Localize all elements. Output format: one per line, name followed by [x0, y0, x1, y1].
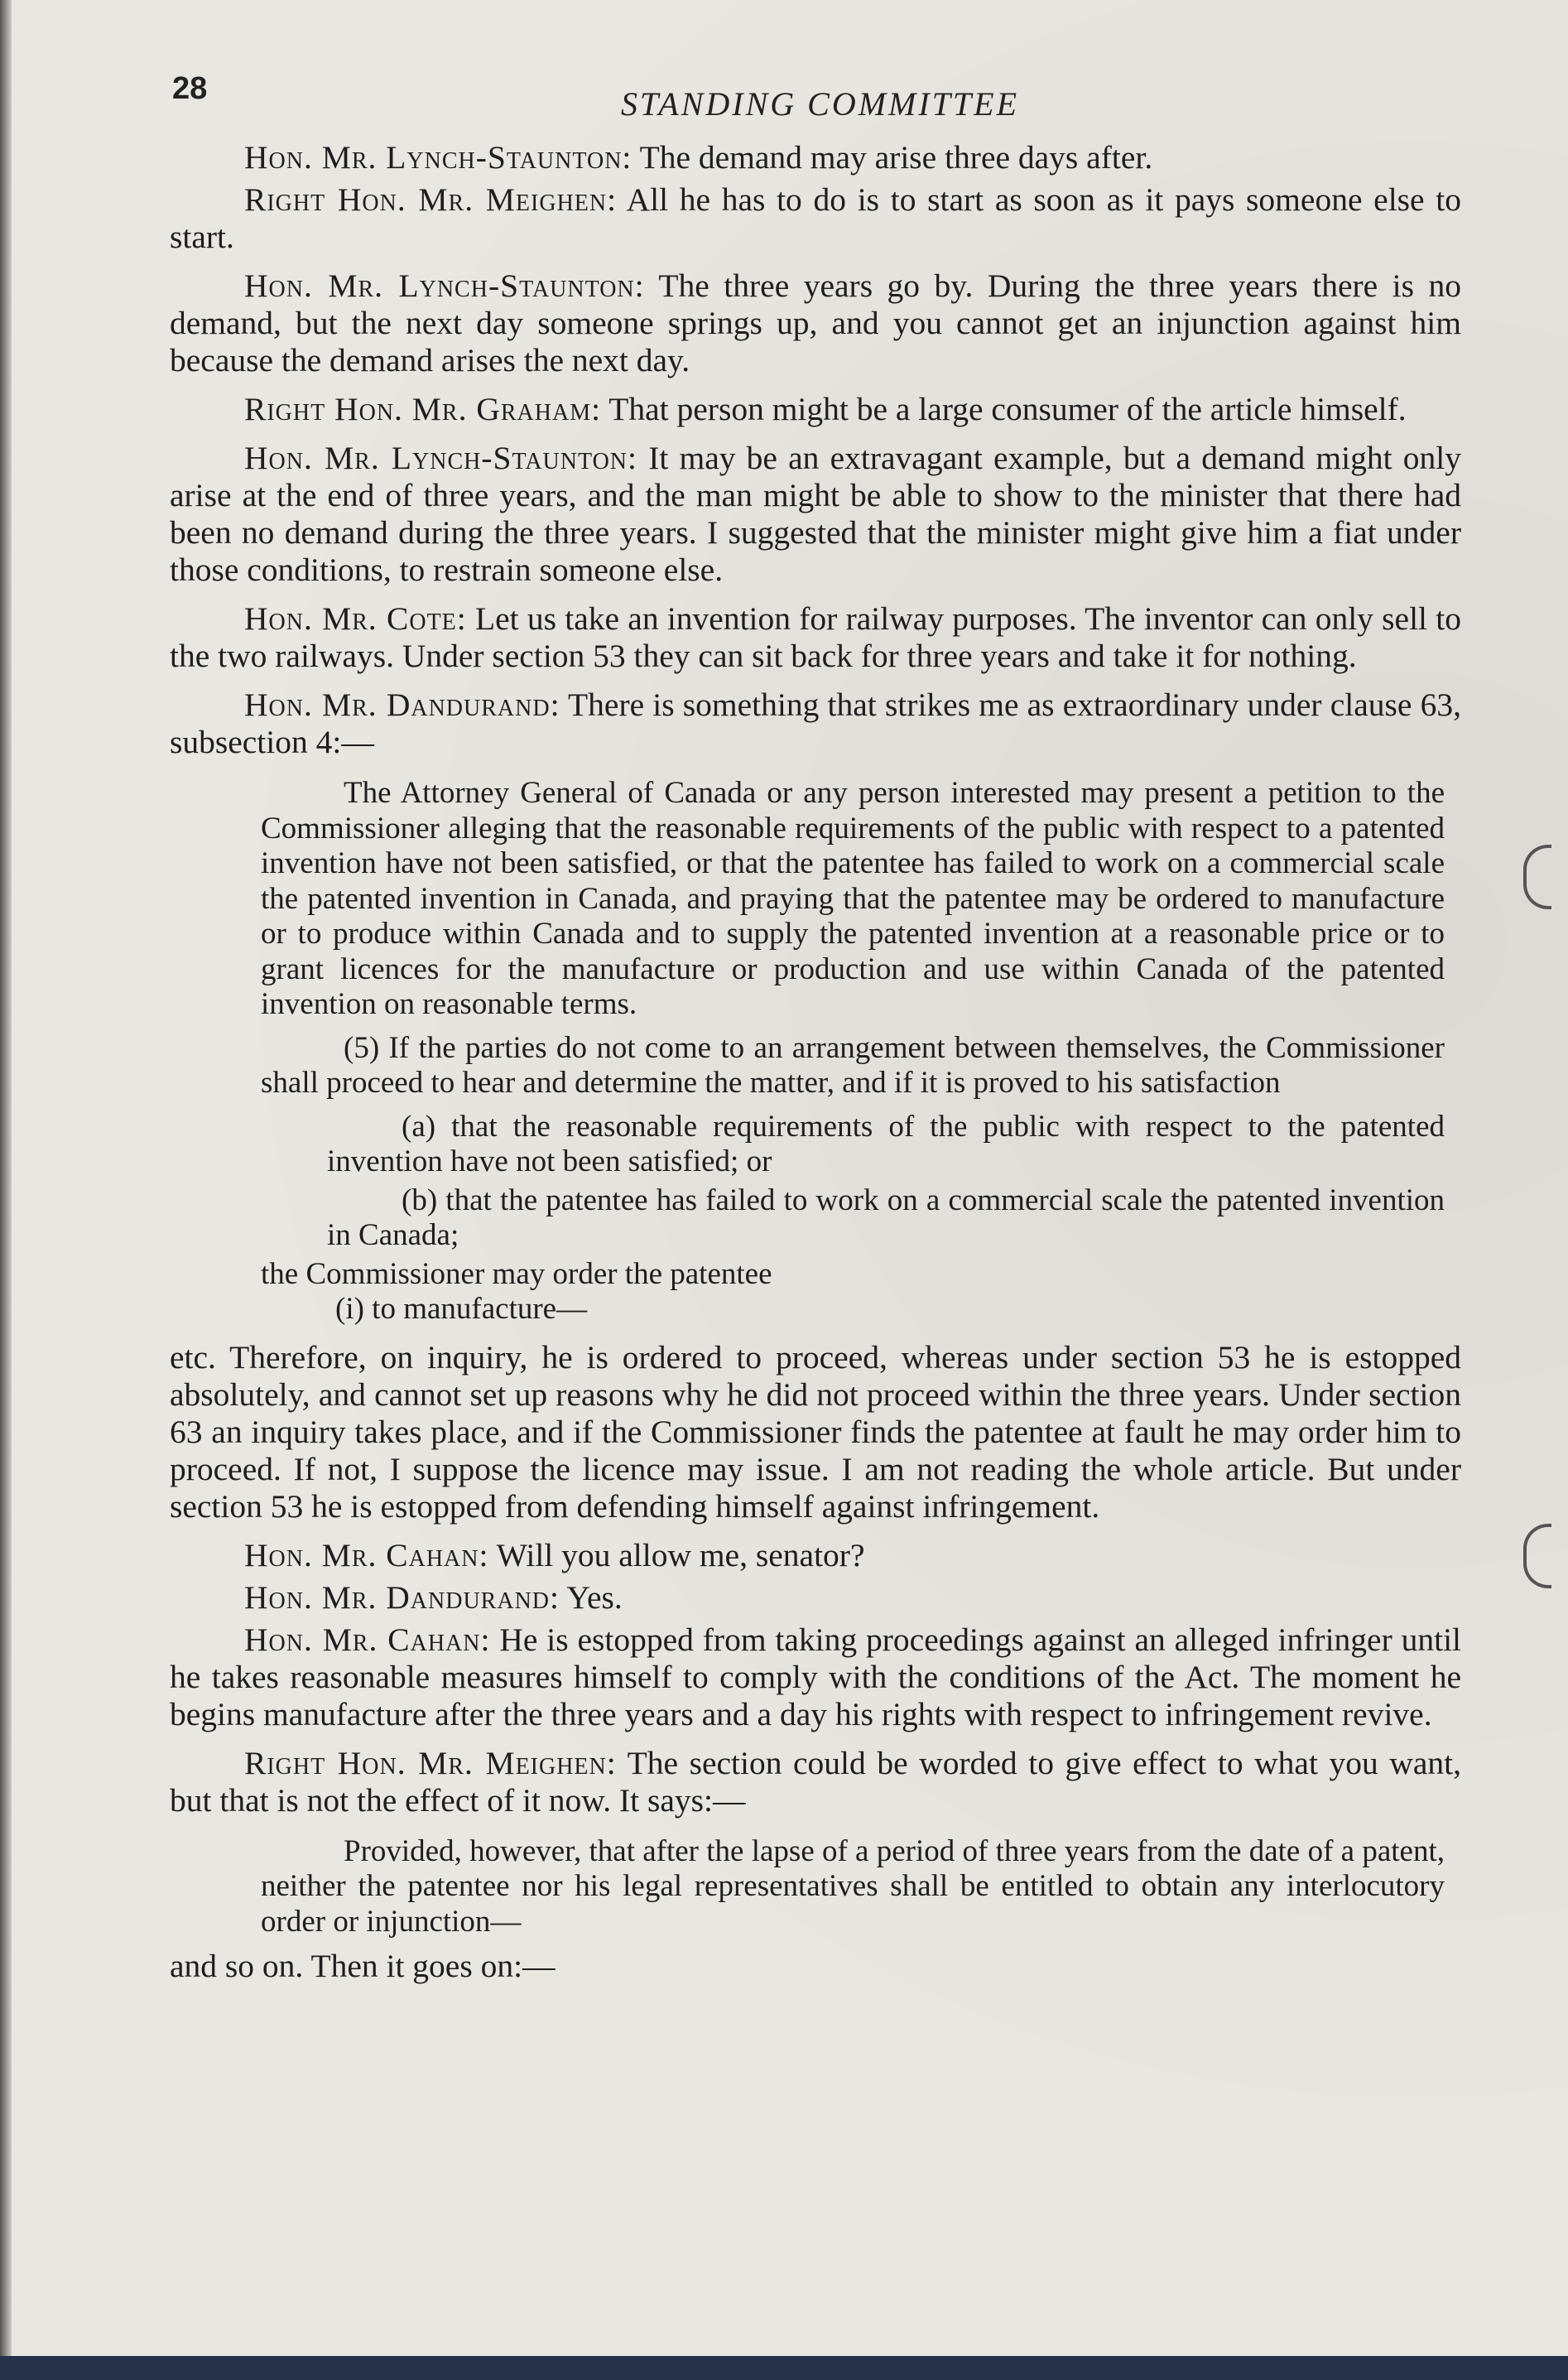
speaker-name: Hon. Mr. Lynch-Staunton: [244, 139, 632, 176]
quoted-statute: The Attorney General of Canada or any person interested may present a petition to the Commissioner alleging that the reasonable requirements of the public with respect to a patented invention have not been satisfied, or that the patentee has failed to work on a commercial scale the patented invention in Canada, and praying that the patentee may be ordered to manufacture or to produce within Canada and to supply the patented invention at a reasonable price or to grant licences for the manufacture or production and use within Canada of the patented invention on reasonable terms. [261, 776, 1445, 1021]
speaker-name: Right Hon. Mr. Meighen: [244, 181, 618, 218]
speech-text: All he has to do is to start as soon as it pays someone else to start. [170, 181, 1461, 255]
speech-paragraph [170, 600, 1461, 675]
speech-paragraph [170, 440, 1461, 589]
quoted-proviso: Provided, however, that after the lapse of a period of three years from the date of a patent, neither the patentee nor his legal representatives shall be entitled to obtain any interlocutory order or injunction— [261, 1833, 1445, 1939]
speaker-name: Hon. Mr. Cahan: [244, 1536, 489, 1573]
quoted-item-i: (i) to manufacture— [335, 1292, 588, 1326]
quoted-item-b: (b) that the patentee has failed to work on a commercial scale the patented invention in Canada; [327, 1183, 1445, 1252]
speaker-name: Hon. Mr. Lynch-Staunton: [244, 267, 645, 304]
margin-bracket-mark [1523, 845, 1551, 909]
quoted-clause-lead: the Commissioner may order the patentee [261, 1256, 772, 1291]
speaker-name: Hon. Mr. Cahan: [244, 1621, 491, 1658]
speech-paragraph [170, 391, 1461, 428]
speech-text: Will you allow me, senator? [496, 1536, 865, 1573]
speaker-name: Right Hon. Mr. Meighen: [244, 1744, 617, 1781]
quoted-item-a: (a) that the reasonable requirements of the public with respect to the patented invention have not been satisfied; or [327, 1109, 1445, 1178]
speaker-name: Hon. Mr. Lynch-Staunton: [244, 440, 637, 476]
page-number: 28 [172, 71, 208, 106]
speech-text: The section could be worded to give effect to what you want, but that is not the effect of it now. It says:— [170, 1744, 1461, 1819]
speaker-name: Hon. Mr. Dandurand: [244, 1578, 560, 1616]
speech-paragraph [170, 267, 1461, 379]
speech-text: Yes. [566, 1578, 623, 1616]
running-title: STANDING COMMITTEE [621, 85, 1020, 123]
speaker-name: Hon. Mr. Cote: [244, 600, 467, 637]
speech-text: That person might be a large consumer of the article himself. [608, 391, 1407, 427]
speech-paragraph [170, 1745, 1461, 1819]
speech-text: Let us take an invention for railway purposes. The inventor can only sell to the two railways. Under section 53 they can sit back for three years and take it for nothing. [170, 600, 1461, 674]
page-header [0, 66, 1568, 132]
margin-bracket-mark [1523, 1524, 1551, 1588]
speech-paragraph [170, 181, 1461, 256]
speech-text: The three years go by. During the three years there is no demand, but the next day someone springs up, and you cannot get an injunction against him because the demand arises the next day. [170, 267, 1462, 378]
scan-bottom-band [0, 2356, 1568, 2380]
speech-paragraph [170, 687, 1461, 761]
quoted-subsection-5: (5) If the parties do not come to an arrangement between themselves, the Commissioner shall proceed to hear and determine the matter, and if it is proved to his satisfaction [261, 1030, 1445, 1100]
speech-text: He is estopped from taking proceedings against an alleged infringer until he takes reasonable measures himself to comply with the conditions of the Act. The moment he begins manufacture after the three years and a day his rights with respect to infringement revive. [170, 1621, 1462, 1732]
speech-paragraph [170, 1537, 1461, 1574]
speech-text: There is something that strikes me as extraordinary under clause 63, subsection 4:— [170, 687, 1461, 760]
speech-paragraph [170, 1579, 1461, 1616]
speech-paragraph [170, 1621, 1461, 1733]
page-left-edge-shadow [0, 0, 12, 2356]
continuation-paragraph: etc. Therefore, on inquiry, he is ordered to proceed, whereas under section 53 he is estopped absolutely, and cannot set up reasons why he did not proceed within the three years. Under section 63 an inquiry takes place, and if the Commissioner finds the patentee at fault he may order him to proceed. If not, I suppose the licence may issue. I am not reading the whole article. But under section 53 he is estopped from defending himself against infringement. [170, 1338, 1461, 1525]
speech-text: It may be an extravagant example, but a demand might only arise at the end of three years, and the man might be able to show to the minister that there had been no demand during the three years. I suggested that the minister might give him a fiat under those conditions, to restrain someone else. [170, 440, 1462, 588]
speaker-name: Right Hon. Mr. Graham: [244, 391, 602, 427]
speech-text: The demand may arise three days after. [639, 139, 1153, 176]
closing-line: and so on. Then it goes on:— [170, 1948, 556, 1984]
speaker-name: Hon. Mr. Dandurand: [244, 687, 560, 723]
speech-paragraph [170, 139, 1461, 176]
transcript-body [170, 139, 1461, 1997]
